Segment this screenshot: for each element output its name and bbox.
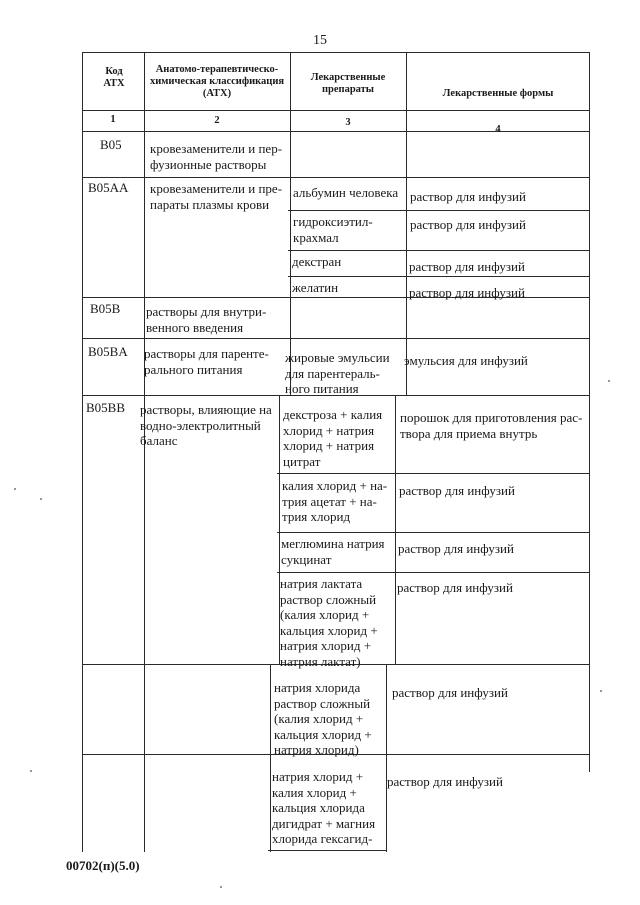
table-rule xyxy=(386,664,387,852)
table-row-form: раствор для инфузий xyxy=(409,285,525,300)
table-row-form: раствор для инфузий xyxy=(397,580,513,595)
table-row-classification: кровезаменители и пер- фузионные растворы xyxy=(150,141,283,172)
table-row-classification: растворы для парентe- рального питания xyxy=(144,346,269,377)
table-rule xyxy=(589,52,590,772)
table-row-code: B05 xyxy=(100,137,122,152)
table-row-drug: калия хлорид + на- трия ацетат + на- трия хлорид xyxy=(282,478,388,524)
table-rule xyxy=(277,572,590,573)
column-number: 4 xyxy=(495,124,501,135)
table-row-classification: растворы для внутри- венного введения xyxy=(146,304,267,335)
column-number: 2 xyxy=(214,115,220,126)
column-number: 1 xyxy=(110,114,116,125)
scan-speck xyxy=(220,886,222,888)
table-rule xyxy=(277,532,590,533)
table-rule xyxy=(288,210,590,211)
table-row-drug: жировые эмульсии для парентераль- ного питания xyxy=(285,350,390,396)
table-row-drug: меглюмина натрия сукцинат xyxy=(281,536,385,567)
header-code: Код АТХ xyxy=(103,66,125,89)
scan-speck xyxy=(600,690,602,692)
table-rule xyxy=(277,473,590,474)
table-row-drug: альбумин человека xyxy=(293,185,399,200)
table-row-drug: декстран xyxy=(292,254,342,269)
table-row-code: B05BB xyxy=(86,400,126,415)
scan-speck xyxy=(608,380,610,382)
scan-speck xyxy=(30,770,32,772)
table-row-drug: натрия хлорид + калия хлорид + кальция хлорида дигидрат + магния хлорида гексагид- xyxy=(272,769,376,846)
table-rule xyxy=(144,52,145,852)
table-row-form: раствор для инфузий xyxy=(387,774,503,789)
table-row-form: раствор для инфузий xyxy=(392,685,508,700)
table-row-code: B05AA xyxy=(88,180,129,195)
table-rule xyxy=(288,250,590,251)
table-row-form: эмульсия для инфузий xyxy=(404,353,528,368)
table-row-form: раствор для инфузий xyxy=(410,217,526,232)
table-rule xyxy=(395,395,396,665)
table-row-drug: желатин xyxy=(292,280,339,295)
table-row-drug: гидроксиэтил- крахмал xyxy=(293,214,373,245)
table-row-form: раствор для инфузий xyxy=(398,541,514,556)
header-drugs: Лекарственные препараты xyxy=(310,72,386,95)
table-row-form: порошок для приготовления рас- твора для приема внутрь xyxy=(400,410,583,441)
document-code: 00702(п)(5.0) xyxy=(66,858,140,873)
column-number: 3 xyxy=(345,117,351,128)
table-row-code: B05BA xyxy=(88,344,128,359)
page-number: 15 xyxy=(313,33,327,48)
table-rule xyxy=(82,177,590,178)
table-rule xyxy=(82,338,590,339)
table-rule xyxy=(270,664,271,852)
header-forms: Лекарственные формы xyxy=(442,88,554,99)
table-rule xyxy=(82,52,590,53)
table-row-classification: кровезаменители и пре- параты плазмы крови xyxy=(150,181,283,212)
table-rule xyxy=(406,52,407,395)
table-rule xyxy=(268,850,386,851)
table-row-code: B05B xyxy=(90,301,121,316)
table-rule xyxy=(288,276,590,277)
table-rule xyxy=(290,52,291,395)
table-rule xyxy=(82,110,590,111)
table-row-drug: декстроза + калия хлорид + натрия хлорид + натрия цитрат xyxy=(283,407,383,469)
table-row-classification: растворы, влияющие на водно-электролитный баланс xyxy=(140,402,272,448)
scan-speck xyxy=(40,498,42,500)
scan-speck xyxy=(14,488,16,490)
table-row-drug: натрия хлорида раствор сложный (калия хлорид + кальция хлорид + натрия хлорид) xyxy=(274,680,372,757)
table-row-form: раствор для инфузий xyxy=(409,259,525,274)
table-row-drug: натрия лактата раствор сложный (калия хлорид + кальция хлорид + натрия хлорид + натрия лактат) xyxy=(280,576,378,669)
table-row-form: раствор для инфузий xyxy=(410,189,526,204)
atc-drug-table xyxy=(82,52,590,852)
header-classification: Анатомо-терапевтическо- химическая классификация (АТХ) xyxy=(149,64,285,99)
table-rule xyxy=(82,52,83,852)
table-row-form: раствор для инфузий xyxy=(399,483,515,498)
